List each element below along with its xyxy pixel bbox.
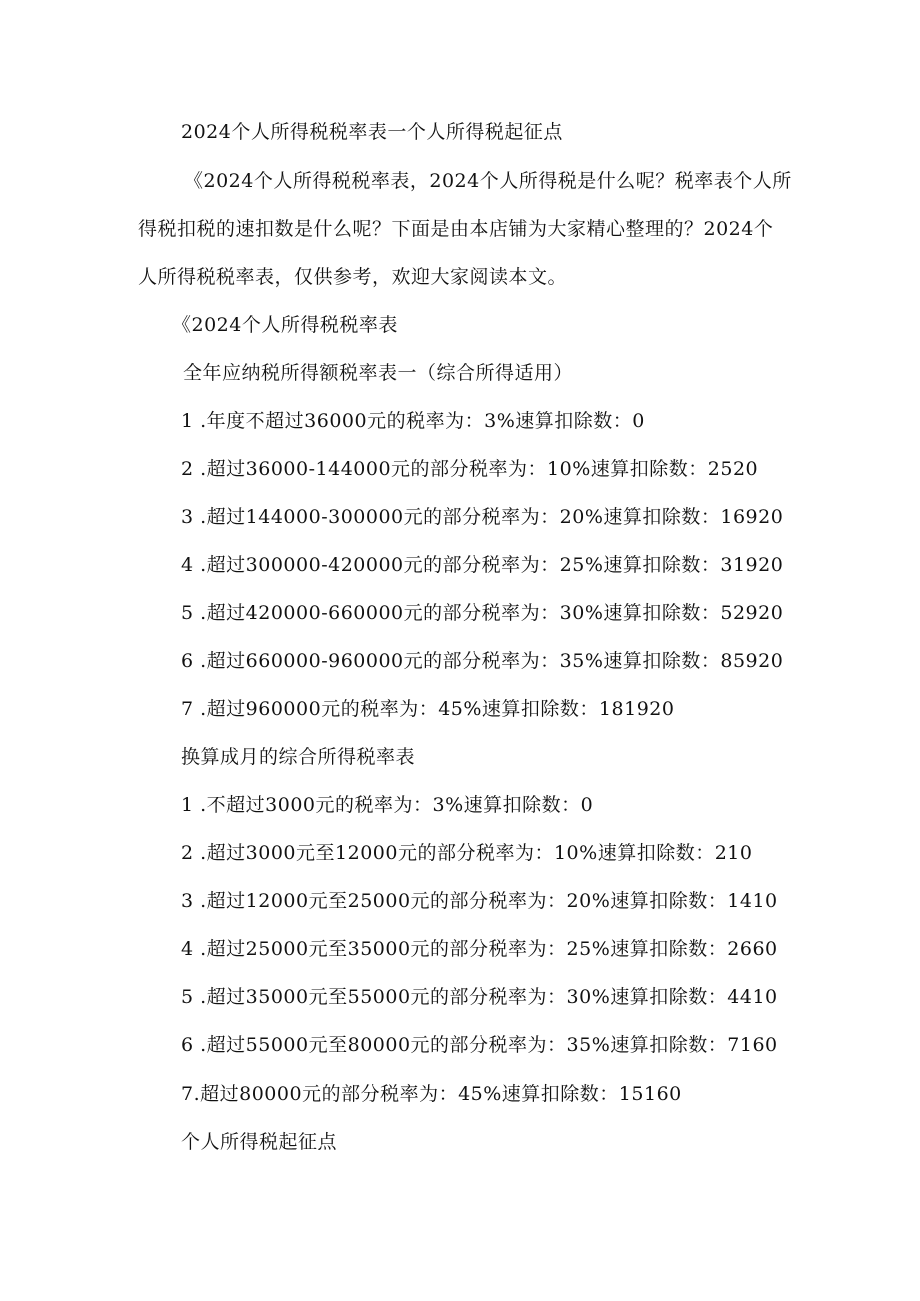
annual-rate-item: 6 .超过660000-960000元的部分税率为：35%速算扣除数：85920 xyxy=(181,650,784,672)
monthly-rate-item: 4 .超过25000元至35000元的部分税率为：25%速算扣除数：2660 xyxy=(181,938,778,960)
annual-rate-item: 7 .超过960000元的税率为：45%速算扣除数：181920 xyxy=(181,698,675,720)
intro-paragraph-line: 《2024个人所得税税率表，2024个人所得税是什么呢？税率表个人所 xyxy=(184,170,792,192)
monthly-rate-item: 7.超过80000元的部分税率为：45%速算扣除数：15160 xyxy=(181,1083,682,1105)
annual-rate-item: 1 .年度不超过36000元的税率为：3%速算扣除数：0 xyxy=(181,410,645,432)
monthly-table-heading: 换算成月的综合所得税率表 xyxy=(181,746,416,768)
document-title: 2024个人所得税税率表一个人所得税起征点 xyxy=(181,121,563,143)
section-subtitle: 《2024个人所得税税率表 xyxy=(172,314,398,336)
monthly-rate-item: 6 .超过55000元至80000元的部分税率为：35%速算扣除数：7160 xyxy=(181,1034,778,1056)
threshold-heading: 个人所得税起征点 xyxy=(181,1131,338,1153)
annual-table-heading: 全年应纳税所得额税率表一（综合所得适用） xyxy=(183,362,574,384)
intro-paragraph-line: 人所得税税率表，仅供参考，欢迎大家阅读本文。 xyxy=(138,266,568,288)
annual-rate-item: 3 .超过144000-300000元的部分税率为：20%速算扣除数：16920 xyxy=(181,506,784,528)
annual-rate-item: 2 .超过36000-144000元的部分税率为：10%速算扣除数：2520 xyxy=(181,458,759,480)
monthly-rate-item: 1 .不超过3000元的税率为：3%速算扣除数：0 xyxy=(181,794,594,816)
monthly-rate-item: 2 .超过3000元至12000元的部分税率为：10%速算扣除数：210 xyxy=(181,842,753,864)
annual-rate-item: 4 .超过300000-420000元的部分税率为：25%速算扣除数：31920 xyxy=(181,554,784,576)
annual-rate-item: 5 .超过420000-660000元的部分税率为：30%速算扣除数：52920 xyxy=(181,602,784,624)
monthly-rate-item: 3 .超过12000元至25000元的部分税率为：20%速算扣除数：1410 xyxy=(181,890,778,912)
monthly-rate-item: 5 .超过35000元至55000元的部分税率为：30%速算扣除数：4410 xyxy=(181,986,778,1008)
intro-paragraph-line: 得税扣税的速扣数是什么呢？下面是由本店铺为大家精心整理的？2024个 xyxy=(138,218,774,240)
